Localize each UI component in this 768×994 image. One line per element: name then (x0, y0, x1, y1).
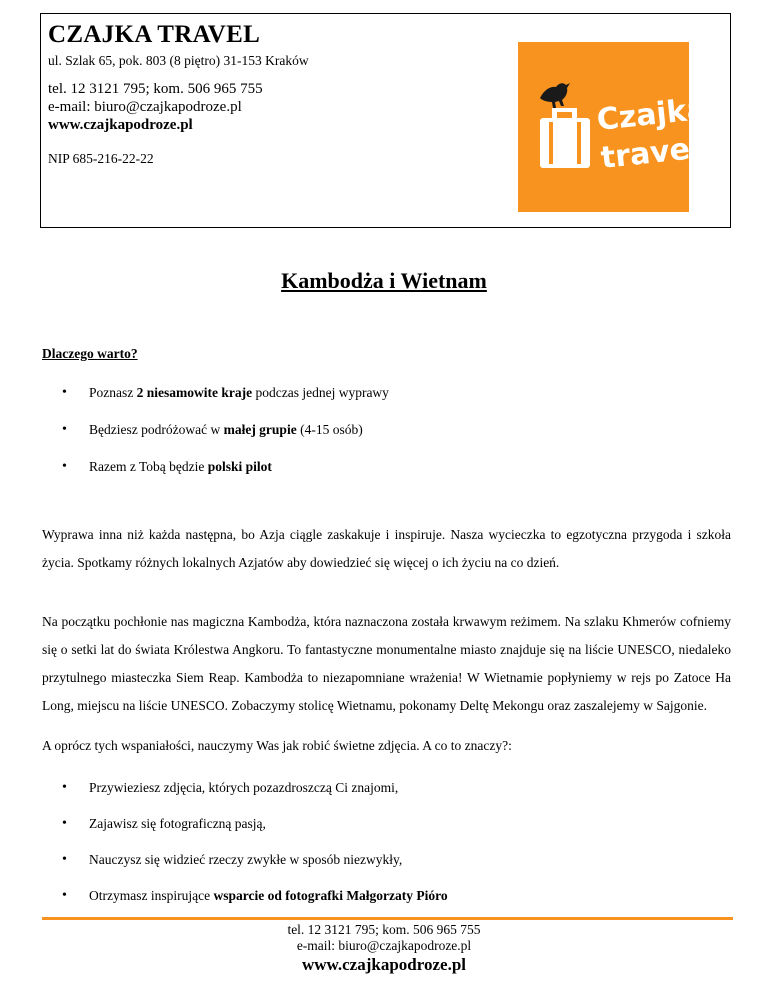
photo-benefits-list (62, 780, 448, 924)
company-email: e-mail: biuro@czajkapodroze.pl (48, 99, 242, 115)
svg-text:Czajka: Czajka (595, 91, 709, 138)
list-item: • Nauczysz się widzieć rzeczy zwykłe w sposób niezwykły, (62, 852, 448, 868)
intro-paragraph: Wyprawa inna niż każda następna, bo Azja ciągle zaskakuje i inspiruje. Nasza wycieczka to egzotyczna przygoda i szkoła życia. Spotkamy różnych lokalnych Azjatów aby dowiedzieć się więcej o ich życiu na co dzień. (42, 527, 731, 570)
list-item: • Przywieziesz zdjęcia, których pozazdroszczą Ci znajomi, (62, 780, 448, 796)
list-item: • Razem z Tobą będzie polski pilot (62, 459, 389, 475)
company-nip: NIP 685-216-22-22 (48, 151, 154, 166)
company-phone: tel. 12 3121 795; kom. 506 965 755 (48, 81, 263, 97)
list-item: • Zajawisz się fotograficzną pasją, (62, 816, 448, 832)
photo-intro-paragraph: A oprócz tych wspaniałości, nauczymy Was jak robić świetne zdjęcia. A co to znaczy?: (42, 738, 512, 753)
bird-on-suitcase-icon (518, 42, 709, 212)
czajka-travel-logo (518, 42, 709, 212)
footer-divider (42, 917, 733, 920)
footer-website: www.czajkapodroze.pl (301, 955, 466, 974)
company-header (40, 13, 731, 228)
list-item: • Poznasz 2 niesamowite kraje podczas jednej wyprawy (62, 385, 389, 401)
document-title: Kambodża i Wietnam (281, 268, 487, 293)
company-address: ul. Szlak 65, pok. 803 (8 piętro) 31-153 Kraków (48, 53, 309, 68)
footer-phone: tel. 12 3121 795; kom. 506 965 755 (287, 922, 481, 937)
why-list (62, 385, 389, 496)
list-item: • Otrzymasz inspirujące wsparcie od fotografki Małgorzaty Pióro (62, 888, 448, 904)
list-item: • Będziesz podróżować w małej grupie (4-15 osób) (62, 422, 389, 438)
company-website: www.czajkapodroze.pl (48, 117, 193, 133)
why-heading: Dlaczego warto? (42, 346, 138, 361)
svg-text:travel: travel (599, 130, 702, 176)
itinerary-paragraph: Na początku pochłonie nas magiczna Kambodża, która naznaczona została krwawym reżimem. Na szlaku Khmerów cofniemy się o setki lat do świata Królestwa Angkoru. To fantastyczne monumentalne miasto znajduje się na liście UNESCO, niedaleko przytulnego miasteczka Siem Reap. Kambodża to niezapomniane wrażenia! W Wietnamie popłyniemy w rejs po Zatoce Ha Long, miejscu na liście UNESCO. Zobaczymy stolicę Wietnamu, pokonamy Deltę Mekongu oraz zaszalejemy w Sajgonie. (42, 614, 731, 713)
company-name: CZAJKA TRAVEL (48, 21, 261, 48)
footer-email: e-mail: biuro@czajkapodroze.pl (296, 938, 472, 953)
